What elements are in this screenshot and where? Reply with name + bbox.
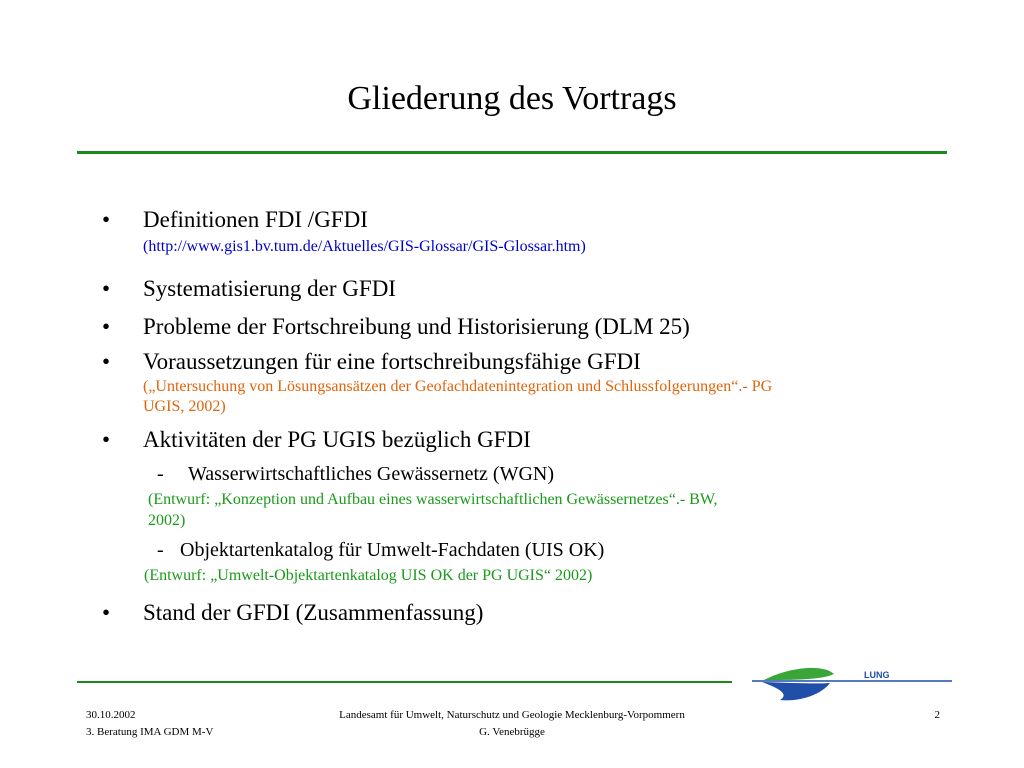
bullet-marker: • (102, 349, 111, 374)
footer-author: G. Venebrügge (479, 726, 545, 738)
title-divider (77, 151, 947, 154)
bullet-marker: • (102, 276, 111, 301)
bullet-marker: • (102, 314, 111, 339)
uis-ok-note: (Entwurf: „Umwelt-Objektartenkatalog UIS OK der PG UGIS“ 2002) (144, 567, 593, 584)
lung-logo-icon (752, 664, 952, 702)
footer-event: 3. Beratung IMA GDM M-V (86, 726, 214, 738)
bullet-marker: • (102, 427, 111, 452)
subitem-uis-ok: Objektartenkatalog für Umwelt-Fachdaten (UIS OK) (180, 539, 605, 561)
page-number: 2 (934, 709, 940, 721)
item-definitionen: Definitionen FDI /GFDI (143, 207, 368, 232)
dash-marker: - (157, 463, 164, 485)
slide-title: Gliederung des Vortrags (347, 80, 677, 117)
glossar-link[interactable]: (http://www.gis1.bv.tum.de/Aktuelles/GIS-Glossar/GIS-Glossar.htm) (143, 238, 586, 255)
bullet-marker: • (102, 600, 111, 625)
lung-logo (752, 664, 952, 702)
item-stand: Stand der GFDI (Zusammenfassung) (143, 600, 484, 625)
item-systematisierung: Systematisierung der GFDI (143, 276, 396, 301)
item-voraussetzungen: Voraussetzungen für eine fortschreibungsfähige GFDI (143, 349, 641, 374)
item-aktivitaeten: Aktivitäten der PG UGIS bezüglich GFDI (143, 427, 531, 452)
wgn-note-line1: (Entwurf: „Konzeption und Aufbau eines wasserwirtschaftlichen Gewässernetzes“.- BW, (148, 491, 718, 508)
logo-text: LUNG (864, 670, 890, 680)
dash-marker: - (157, 539, 164, 561)
footer-organization: Landesamt für Umwelt, Naturschutz und Geologie Mecklenburg-Vorpommern (339, 709, 685, 721)
bullet-marker: • (102, 207, 111, 232)
subitem-wgn: Wasserwirtschaftliches Gewässernetz (WGN) (188, 463, 555, 485)
footer-date: 30.10.2002 (86, 709, 136, 721)
item-probleme: Probleme der Fortschreibung und Historisierung (DLM 25) (143, 314, 690, 339)
voraussetzungen-note-line2: UGIS, 2002) (143, 398, 226, 415)
wgn-note-line2: 2002) (148, 512, 186, 529)
footer-divider (77, 681, 732, 683)
voraussetzungen-note-line1: („Untersuchung von Lösungsansätzen der Geofachdatenintegration und Schlussfolgerungen“.- PG (143, 378, 773, 395)
